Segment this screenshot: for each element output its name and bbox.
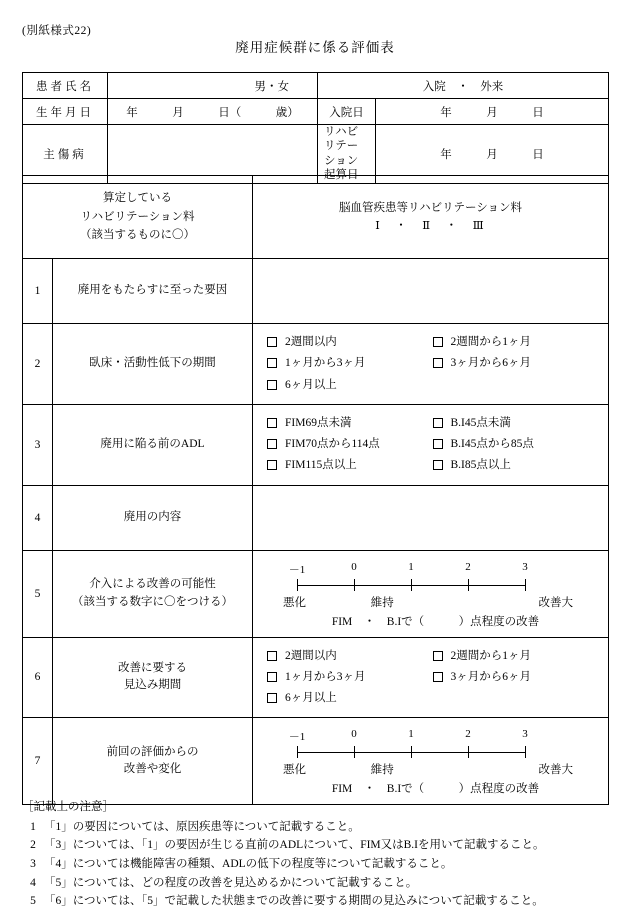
checkbox-option[interactable] xyxy=(267,353,433,374)
note-number: 3 xyxy=(30,857,36,870)
note-item xyxy=(22,874,612,893)
scale-ticks xyxy=(287,561,535,577)
row-label-line1: 改善に要する xyxy=(118,661,187,674)
scale-tick[interactable]: 3 xyxy=(522,560,528,573)
row-label-line2: 改善や変化 xyxy=(123,763,182,776)
row-label-line1: 介入による改善の可能性 xyxy=(89,577,216,590)
table-row xyxy=(23,485,609,550)
rehab-fee-value[interactable] xyxy=(253,176,609,259)
row-number: 1 xyxy=(23,259,53,324)
table-row xyxy=(23,324,609,405)
checkbox-box[interactable] xyxy=(267,337,277,347)
row-label: 廃用をもたらすに至った要因 xyxy=(53,259,253,324)
note-text: 「5」については、どの程度の改善を見込めるかについて記載すること。 xyxy=(44,876,418,889)
admission-date-field[interactable]: 年 月 日 xyxy=(376,99,609,125)
row-label xyxy=(53,718,253,805)
row-6-checkbox-group xyxy=(253,637,609,718)
checkbox-box[interactable] xyxy=(267,418,277,428)
table-row xyxy=(23,99,609,125)
checkbox-label: 6ヶ月以上 xyxy=(285,692,337,705)
checkbox-option[interactable] xyxy=(433,353,599,374)
rehab-fee-value-line2[interactable]: Ⅰ ・ Ⅱ ・ Ⅲ xyxy=(375,220,486,232)
checkbox-label: 1ヶ月から3ヶ月 xyxy=(285,357,366,370)
patient-name-field[interactable] xyxy=(108,73,318,99)
checkbox-option[interactable] xyxy=(267,646,433,667)
checkbox-box[interactable] xyxy=(433,651,443,661)
checkbox-label: B.I45点から85点 xyxy=(450,438,534,451)
rehab-start-label-line2: ション起算日 xyxy=(324,154,359,182)
scale-labels xyxy=(283,761,573,777)
checkbox-option[interactable] xyxy=(433,455,599,476)
checkbox-box[interactable] xyxy=(267,358,277,368)
note-number: 5 xyxy=(30,895,36,908)
note-number: 2 xyxy=(30,839,36,852)
birthdate-label: 生年月日 xyxy=(23,99,108,125)
main-diagnosis-label: 主傷病 xyxy=(23,125,108,184)
scale-label-right: 改善大 xyxy=(538,596,573,609)
checkbox-box[interactable] xyxy=(267,693,277,703)
scale-label-mid: 維持 xyxy=(370,596,394,609)
checkbox-option[interactable] xyxy=(267,413,433,434)
checkbox-option[interactable] xyxy=(433,434,599,455)
checkbox-label: FIM115点以上 xyxy=(285,459,357,472)
scale-footer[interactable]: FIM ・ B.Iで（ ）点程度の改善 xyxy=(331,783,540,796)
row-label xyxy=(53,637,253,718)
note-text: 「4」については機能障害の種類、ADLの低下の程度等について記載すること。 xyxy=(44,857,453,870)
checkbox-box[interactable] xyxy=(433,672,443,682)
row-label-line1: 前回の評価からの xyxy=(106,745,199,758)
row-label: 廃用に陥る前のADL xyxy=(53,404,253,485)
table-row xyxy=(23,73,609,99)
note-text: 「1」の要因については、原因疾患等について記載すること。 xyxy=(44,820,360,833)
checkbox-option[interactable] xyxy=(433,413,599,434)
row-number: 5 xyxy=(23,550,53,637)
form-number: (別紙様式22) xyxy=(22,25,92,37)
row-label: 廃用の内容 xyxy=(53,485,253,550)
checkbox-box[interactable] xyxy=(433,337,443,347)
table-row xyxy=(23,718,609,805)
evaluation-table xyxy=(22,175,609,805)
checkbox-box[interactable] xyxy=(433,418,443,428)
checkbox-box[interactable] xyxy=(433,439,443,449)
checkbox-box[interactable] xyxy=(267,439,277,449)
checkbox-box[interactable] xyxy=(433,460,443,470)
row-number: 2 xyxy=(23,324,53,405)
checkbox-label: B.I45点未満 xyxy=(450,416,511,429)
scale-label-mid: 維持 xyxy=(370,764,394,777)
table-row xyxy=(23,637,609,718)
scale-tick[interactable]: 2 xyxy=(465,728,471,741)
checkbox-option[interactable] xyxy=(433,667,599,688)
rehab-fee-header-line1: 算定している xyxy=(103,192,172,205)
table-row xyxy=(23,404,609,485)
row-4-input[interactable] xyxy=(253,485,609,550)
checkbox-label: FIM69点未満 xyxy=(285,416,352,429)
checkbox-option[interactable] xyxy=(267,455,433,476)
rehab-start-field[interactable]: 年 月 日 xyxy=(376,125,609,184)
scale-tick[interactable]: －1 xyxy=(288,731,306,744)
rehab-fee-value-line1: 脳血管疾患等リハビリテーション料 xyxy=(339,201,522,214)
notes-title: ［記載上の注意］ xyxy=(22,801,114,813)
scale-tick[interactable]: 1 xyxy=(408,560,414,573)
rehab-fee-header xyxy=(23,176,253,259)
row-number: 4 xyxy=(23,485,53,550)
row-7-scale[interactable] xyxy=(253,718,609,805)
admission-date-label: 入院日 xyxy=(318,99,376,125)
row-1-input[interactable] xyxy=(253,259,609,324)
table-row xyxy=(23,550,609,637)
rehab-fee-header-line3: （該当するものに〇） xyxy=(80,229,195,242)
note-text: 「3」については、「1」の要因が生じる直前のADLについて、FIM又はB.Iを用いて記載すること。 xyxy=(44,839,545,852)
checkbox-box[interactable] xyxy=(267,672,277,682)
scale-tick[interactable]: －1 xyxy=(288,563,306,576)
scale-tick[interactable]: 1 xyxy=(408,728,414,741)
row-2-checkbox-group xyxy=(253,324,609,405)
rehab-fee-header-line2: リハビリテーション料 xyxy=(80,210,195,223)
notes-section xyxy=(22,798,612,911)
checkbox-option[interactable] xyxy=(267,434,433,455)
checkbox-label: B.I85点以上 xyxy=(450,459,511,472)
scale-axis xyxy=(287,745,535,759)
note-number: 1 xyxy=(30,820,36,833)
row-number: 3 xyxy=(23,404,53,485)
checkbox-box[interactable] xyxy=(433,358,443,368)
table-header-row xyxy=(23,176,609,259)
scale-labels xyxy=(283,594,573,610)
scale-label-right: 改善大 xyxy=(538,764,573,777)
checkbox-label: 3ヶ月から6ヶ月 xyxy=(450,357,531,370)
checkbox-label: 2週間以内 xyxy=(285,336,337,348)
scale-tick[interactable]: 0 xyxy=(351,728,357,741)
scale-tick[interactable]: 2 xyxy=(465,560,471,573)
row-label-line2: （該当する数字に〇をつける） xyxy=(72,595,233,608)
checkbox-label: 6ヶ月以上 xyxy=(285,378,337,391)
scale-axis xyxy=(287,578,535,592)
row-5-scale[interactable] xyxy=(253,550,609,637)
birthdate-field[interactable]: 年 月 日（ 歳） xyxy=(108,99,318,125)
checkbox-option[interactable] xyxy=(433,646,599,667)
checkbox-option[interactable] xyxy=(267,688,598,709)
row-label: 臥床・活動性低下の期間 xyxy=(53,324,253,405)
checkbox-option[interactable] xyxy=(433,332,599,353)
checkbox-box[interactable] xyxy=(267,380,277,390)
patient-header-table xyxy=(22,72,609,184)
patient-name-label: 患者氏名 xyxy=(23,73,108,99)
table-row xyxy=(23,259,609,324)
row-number: 7 xyxy=(23,718,53,805)
rehab-start-label-line1: リハビリテー xyxy=(324,126,359,153)
checkbox-label: 2週間以内 xyxy=(285,649,337,662)
checkbox-box[interactable] xyxy=(267,460,277,470)
note-item xyxy=(22,892,612,911)
note-text: 「6」については、「5」で記載した状態までの改善に要する期間の見込みについて記載すること。 xyxy=(44,895,544,908)
note-item xyxy=(22,855,612,874)
note-item xyxy=(22,836,612,855)
checkbox-label: 3ヶ月から6ヶ月 xyxy=(450,670,531,683)
checkbox-option[interactable] xyxy=(267,332,433,353)
row-label-line2: 見込み期間 xyxy=(123,679,182,692)
row-label xyxy=(53,550,253,637)
gender-choice[interactable]: 男・女 xyxy=(254,80,289,93)
checkbox-label: 1ヶ月から3ヶ月 xyxy=(285,670,366,683)
scale-tick[interactable]: 0 xyxy=(351,560,357,573)
visit-type-choice[interactable]: 入院 ・ 外来 xyxy=(318,73,609,99)
note-number: 4 xyxy=(30,876,36,889)
checkbox-label: FIM70点から114点 xyxy=(285,438,380,451)
row-number: 6 xyxy=(23,637,53,718)
scale-ticks xyxy=(287,728,535,744)
scale-tick[interactable]: 3 xyxy=(522,728,528,741)
row-3-checkbox-group xyxy=(253,404,609,485)
checkbox-label: 2週間から1ヶ月 xyxy=(450,649,531,662)
page-title: 廃用症候群に係る評価表 xyxy=(235,40,395,55)
checkbox-option[interactable] xyxy=(267,375,598,396)
scale-label-left: 悪化 xyxy=(283,764,306,777)
scale-footer[interactable]: FIM ・ B.Iで（ ）点程度の改善 xyxy=(331,615,540,628)
scale-label-left: 悪化 xyxy=(283,596,306,609)
checkbox-option[interactable] xyxy=(267,667,433,688)
note-item xyxy=(22,818,612,837)
checkbox-label: 2週間から1ヶ月 xyxy=(450,336,531,348)
checkbox-box[interactable] xyxy=(267,651,277,661)
